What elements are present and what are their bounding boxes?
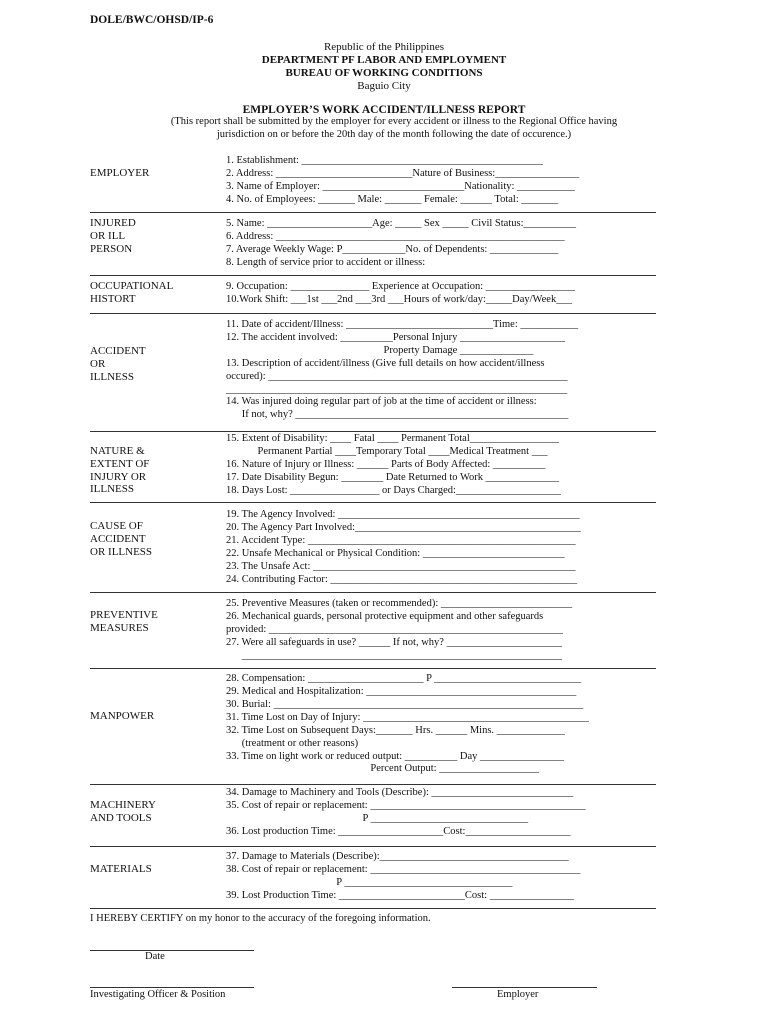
form-field-line: 26. Mechanical guards, personal protective equipment and other safeguards: [226, 611, 544, 622]
form-field-line[interactable]: 19. The Agency Involved: ______________________________________________: [226, 509, 580, 520]
form-field-line[interactable]: 4. No. of Employees: _______ Male: _______ Female: ______ Total: _______: [226, 194, 559, 205]
form-field-line[interactable]: 24. Contributing Factor: _______________________________________________: [226, 574, 578, 585]
form-field-line[interactable]: 29. Medical and Hospitalization: ________________________________________: [226, 686, 577, 697]
section-label: MANPOWER: [90, 710, 155, 722]
form-field-line[interactable]: 37. Damage to Materials (Describe):____________________________________: [226, 851, 569, 862]
form-field-line[interactable]: 7. Average Weekly Wage: P____________No. of Dependents: _____________: [226, 244, 559, 255]
form-field-line[interactable]: 31. Time Lost on Day of Injury: ___________________________________________: [226, 712, 589, 723]
form-field-line[interactable]: 10.Work Shift: ___1st ___2nd ___3rd ___Hours of work/day:_____Day/Week___: [226, 294, 572, 305]
form-field-line[interactable]: 21. Accident Type: ___________________________________________________: [226, 535, 576, 546]
form-field-line[interactable]: 25. Preventive Measures (taken or recommended): _________________________: [226, 598, 573, 609]
form-field-line[interactable]: Property Damage ______________: [226, 345, 534, 356]
form-field-line[interactable]: 27. Were all safeguards in use? ______ If not, why? ______________________: [226, 637, 563, 648]
bureau-label: BUREAU OF WORKING CONDITIONS: [285, 67, 483, 79]
form-field-line: 14. Was injured doing regular part of job at the time of accident or illness:: [226, 396, 537, 407]
section-divider: [90, 908, 656, 909]
form-code: DOLE/BWC/OHSD/IP-6: [90, 14, 214, 26]
section-divider: [90, 212, 656, 213]
form-field-line[interactable]: 12. The accident involved: __________Personal Injury ____________________: [226, 332, 565, 343]
form-field-line[interactable]: 9. Occupation: _______________ Experience at Occupation: _________________: [226, 281, 576, 292]
section-label: EMPLOYER: [90, 167, 150, 179]
form-field-line[interactable]: provided: ________________________________________________________: [226, 624, 563, 635]
section-label: MATERIALS: [90, 863, 152, 875]
form-field-line[interactable]: 23. The Unsafe Act: __________________________________________________: [226, 561, 576, 572]
form-field-line[interactable]: 36. Lost production Time: ____________________Cost:____________________: [226, 826, 571, 837]
section-label: PREVENTIVE MEASURES: [90, 609, 158, 634]
section-divider: [90, 313, 656, 314]
section-label: CAUSE OF ACCIDENT OR ILLNESS: [90, 520, 153, 558]
form-field-line[interactable]: 5. Name: ____________________Age: _____ Sex _____ Civil Status:__________: [226, 218, 576, 229]
form-field-line[interactable]: 1. Establishment: ______________________________________________: [226, 155, 544, 166]
form-field-line: (treatment or other reasons): [226, 738, 359, 749]
form-field-line[interactable]: 11. Date of accident/Illness: ____________________________Time: ___________: [226, 319, 579, 330]
form-field-line[interactable]: 22. Unsafe Mechanical or Physical Condition: ___________________________: [226, 548, 565, 559]
form-field-line: 8. Length of service prior to accident or illness:: [226, 257, 426, 268]
submission-note: [100, 116, 688, 141]
officer-label: Investigating Officer & Position: [90, 989, 226, 1000]
form-field-line[interactable]: P ________________________________: [226, 877, 513, 888]
form-field-line[interactable]: 30. Burial: ___________________________________________________________: [226, 699, 584, 710]
form-field-line[interactable]: 17. Date Disability Begun: ________ Date Returned to Work ______________: [226, 472, 560, 483]
officer-signature-line[interactable]: [90, 987, 254, 988]
section-divider: [90, 275, 656, 276]
date-signature-line[interactable]: [90, 950, 254, 951]
form-field-line[interactable]: _____________________________________________________________: [226, 650, 562, 661]
city-label: Baguio City: [357, 80, 411, 92]
section-label: ACCIDENT OR ILLNESS: [90, 345, 146, 383]
section-label: NATURE & EXTENT OF INJURY OR ILLNESS: [90, 445, 150, 496]
form-field-line[interactable]: 32. Time Lost on Subsequent Days:_______ Hrs. ______ Mins. _____________: [226, 725, 565, 736]
form-field-line[interactable]: occured): _________________________________________________________: [226, 371, 568, 382]
republic-label: Republic of the Philippines: [323, 41, 445, 53]
form-field-line[interactable]: 18. Days Lost: _________________ or Days Charged:____________________: [226, 485, 561, 496]
form-field-line[interactable]: 15. Extent of Disability: ____ Fatal ____ Permanent Total_________________: [226, 433, 559, 444]
section-divider: [90, 592, 656, 593]
section-label: OCCUPATIONAL HISTORT: [90, 280, 174, 305]
form-field-line[interactable]: 39. Lost Production Time: ________________________Cost: ________________: [226, 890, 574, 901]
date-label: Date: [145, 951, 165, 962]
form-field-line: 13. Description of accident/illness (Give full details on how accident/illness: [226, 358, 545, 369]
form-field-line[interactable]: 20. The Agency Part Involved:___________________________________________: [226, 522, 581, 533]
report-title: EMPLOYER’S WORK ACCIDENT/ILLNESS REPORT: [242, 104, 526, 116]
form-field-line[interactable]: 33. Time on light work or reduced output: __________ Day ________________: [226, 751, 565, 762]
employer-label: Employer: [497, 989, 539, 1000]
form-field-line[interactable]: 38. Cost of repair or replacement: ________________________________________: [226, 864, 581, 875]
form-field-line[interactable]: 16. Nature of Injury or Illness: ______ Parts of Body Affected: __________: [226, 459, 546, 470]
form-field-line[interactable]: Percent Output: ___________________: [226, 763, 539, 774]
form-field-line[interactable]: 3. Name of Employer: ___________________________Nationality: ___________: [226, 181, 575, 192]
form-field-line[interactable]: P ______________________________: [226, 813, 529, 824]
employer-signature-line[interactable]: [452, 987, 597, 988]
section-divider: [90, 502, 656, 503]
form-field-line[interactable]: 6. Address: _______________________________________________________: [226, 231, 565, 242]
note-line-1: (This report shall be submitted by the employer for every accident or illness to the Regional Office having: [170, 116, 618, 127]
form-field-line[interactable]: _________________________________________________________________: [226, 384, 568, 395]
department-label: DEPARTMENT PF LABOR AND EMPLOYMENT: [261, 54, 507, 66]
form-field-line[interactable]: 35. Cost of repair or replacement: _________________________________________: [226, 800, 586, 811]
form-field-line[interactable]: If not, why? ____________________________________________________: [226, 409, 569, 420]
section-divider: [90, 784, 656, 785]
certification-text: I HEREBY CERTIFY on my honor to the accuracy of the foregoing information.: [90, 913, 431, 924]
section-divider: [90, 846, 656, 847]
note-line-2: jurisdiction on or before the 20th day of the month following the date of occurence.): [216, 128, 572, 140]
form-field-line[interactable]: 2. Address: __________________________Nature of Business:________________: [226, 168, 580, 179]
section-label: MACHINERY AND TOOLS: [90, 799, 157, 824]
section-label: INJURED OR ILL PERSON: [90, 217, 136, 255]
form-field-line[interactable]: 34. Damage to Machinery and Tools (Describe): ___________________________: [226, 787, 574, 798]
section-divider: [90, 668, 656, 669]
form-field-line[interactable]: Permanent Partial ____Temporary Total ____Medical Treatment ___: [226, 446, 548, 457]
section-divider: [90, 431, 656, 432]
form-field-line[interactable]: 28. Compensation: ______________________ P ____________________________: [226, 673, 582, 684]
